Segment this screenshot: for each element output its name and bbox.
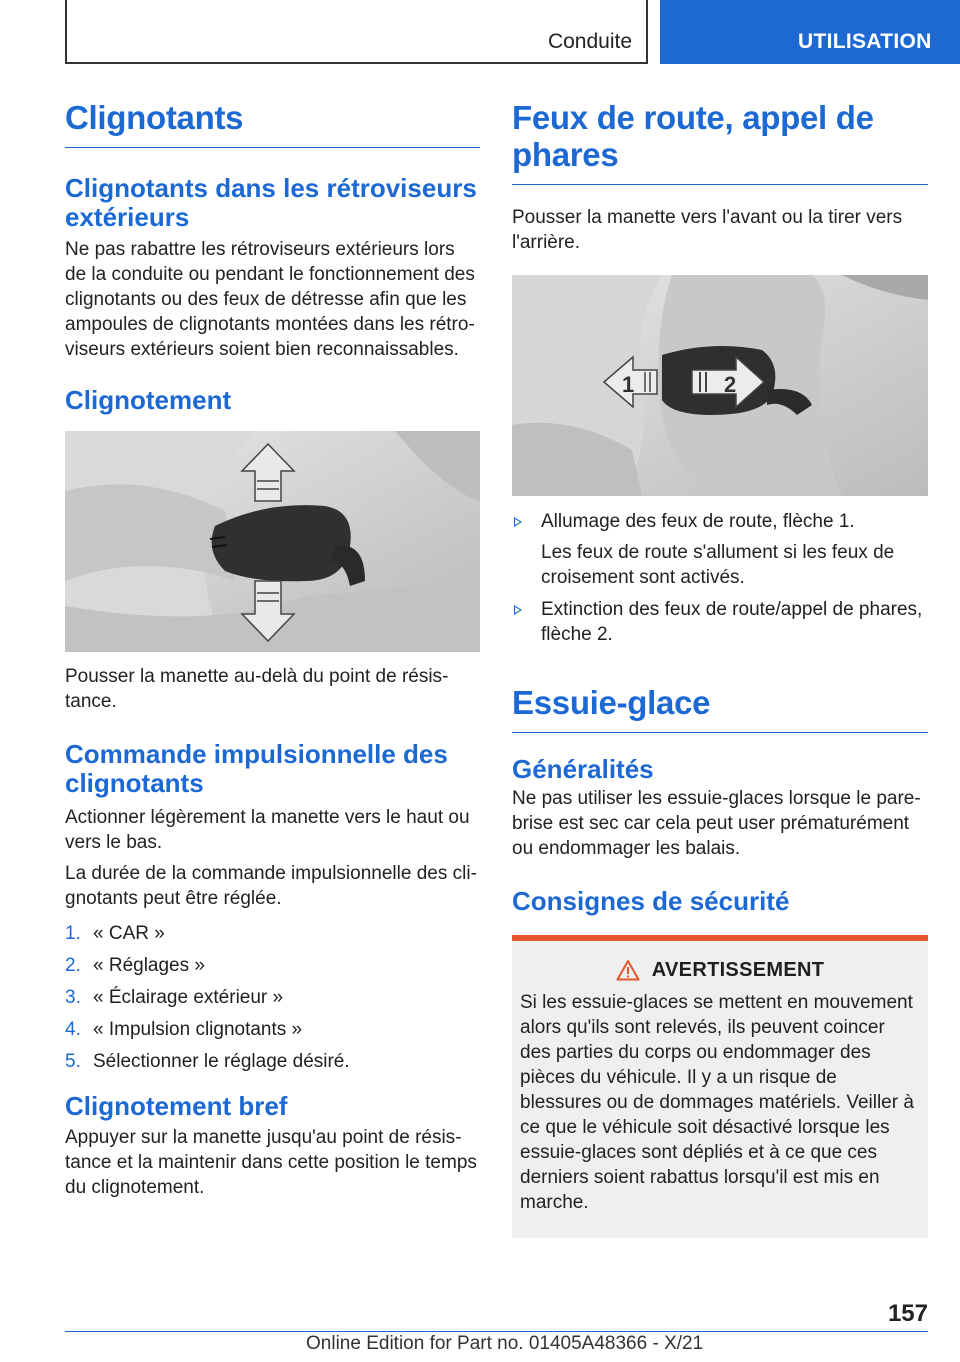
step-item bbox=[65, 953, 480, 978]
figure-turn-signal-lever bbox=[65, 431, 480, 652]
high-beam-illustration bbox=[512, 275, 928, 496]
arrow-label-2: 2 bbox=[724, 371, 737, 397]
step-text: « Impulsion clignotants » bbox=[93, 1018, 303, 1040]
text-generalites: Ne pas utiliser les essuie-glaces lorsque le pare-brise est sec car cela peut user prématurément ou endommager les balais. bbox=[512, 788, 921, 860]
heading-clignotement: Clignotement bbox=[65, 384, 232, 415]
step-item bbox=[65, 1049, 480, 1074]
turn-signal-illustration bbox=[65, 431, 480, 652]
step-number: 4. bbox=[65, 1018, 81, 1040]
right-column bbox=[512, 100, 928, 1238]
text-impulsion-1: Actionner légèrement la manette vers le haut ou vers le bas. bbox=[65, 806, 470, 853]
figure-high-beam-lever bbox=[512, 275, 928, 496]
step-item bbox=[65, 921, 480, 946]
list-item bbox=[512, 597, 928, 647]
bullet-text: Extinction des feux de route/appel de phares, flèche 2. bbox=[541, 598, 923, 645]
step-number: 3. bbox=[65, 986, 81, 1008]
heading-impulsion: Commande impulsionnelle des clignotants bbox=[65, 739, 448, 799]
arrow-label-1: 1 bbox=[622, 371, 635, 397]
step-number: 5. bbox=[65, 1050, 81, 1072]
warning-title-text: AVERTISSEMENT bbox=[651, 958, 825, 981]
warning-text: Si les essuie-glaces se mettent en mouvement alors qu'ils sont relevés, ils peuvent coincer des parties du corps ou endommager des pièces du véhicule. Il y a un risque de blessures ou de dommages matériels. Veiller à ce que le véhicule soit désactivé lorsque les essuie-glaces sont dépliés et à ce que ces derniers soient rabattus lorsqu'il est mis en marche. bbox=[520, 991, 914, 1213]
text-feux-intro: Pousser la manette vers l'avant ou la tirer vers l'arrière. bbox=[512, 206, 903, 253]
title-feux-de-route: Feux de route, appel de phares bbox=[512, 100, 928, 185]
heading-generalites: Généralités bbox=[512, 753, 654, 784]
triangle-bullet-icon bbox=[514, 517, 522, 527]
list-item bbox=[512, 509, 928, 590]
step-text: « CAR » bbox=[93, 922, 165, 944]
warning-triangle-icon bbox=[616, 959, 640, 981]
warning-title bbox=[520, 959, 920, 982]
header-section-tab bbox=[65, 0, 648, 64]
footer-divider bbox=[65, 1331, 928, 1332]
steps-list bbox=[65, 921, 480, 1074]
step-text: « Éclairage extérieur » bbox=[93, 986, 284, 1008]
warning-box bbox=[512, 935, 928, 1238]
heading-consignes: Consignes de sécurité bbox=[512, 886, 790, 917]
caption-clignotement: Pousser la manette au-delà du point de résistance. bbox=[65, 666, 449, 713]
left-column bbox=[65, 100, 480, 1200]
footer-edition: Online Edition for Part no. 01405A48366 - X/21 bbox=[306, 1333, 704, 1354]
step-item bbox=[65, 985, 480, 1010]
title-essuie-glace: Essuie-glace bbox=[512, 685, 928, 733]
bullet-subtext: Les feux de route s'allument si les feux de croisement sont activés. bbox=[541, 541, 895, 588]
title-clignotants: Clignotants bbox=[65, 100, 480, 148]
heading-clignotement-bref: Clignotement bref bbox=[65, 1090, 288, 1121]
text-impulsion-2: La durée de la commande impulsionnelle des clignotants peut être réglée. bbox=[65, 862, 477, 909]
header-chapter-label: UTILISATION bbox=[798, 30, 932, 53]
step-number: 1. bbox=[65, 922, 81, 944]
step-number: 2. bbox=[65, 954, 81, 976]
heading-retroviseurs: Clignotants dans les rétroviseurs extérieurs bbox=[65, 172, 477, 233]
triangle-bullet-icon bbox=[514, 605, 522, 615]
step-text: « Réglages » bbox=[93, 954, 205, 976]
text-clignotement-bref: Appuyer sur la manette jusqu'au point de résistance et la maintenir dans cette position le temps du clignotement. bbox=[65, 1127, 477, 1199]
high-beam-list bbox=[512, 509, 928, 647]
page-number: 157 bbox=[887, 1300, 928, 1327]
step-text: Sélectionner le réglage désiré. bbox=[93, 1050, 350, 1072]
step-item bbox=[65, 1017, 480, 1042]
text-retroviseurs: Ne pas rabattre les rétroviseurs extérieurs lors de la conduite ou pendant le fonctionnement des clignotants ou des feux de détresse afin que les ampoules de clignotants montées dans les rétroviseurs extérieurs soient bien reconnaissables. bbox=[65, 238, 475, 360]
header-section-label: Conduite bbox=[547, 30, 632, 53]
header-chapter-tab bbox=[660, 0, 960, 64]
bullet-text: Allumage des feux de route, flèche 1. bbox=[541, 510, 855, 532]
